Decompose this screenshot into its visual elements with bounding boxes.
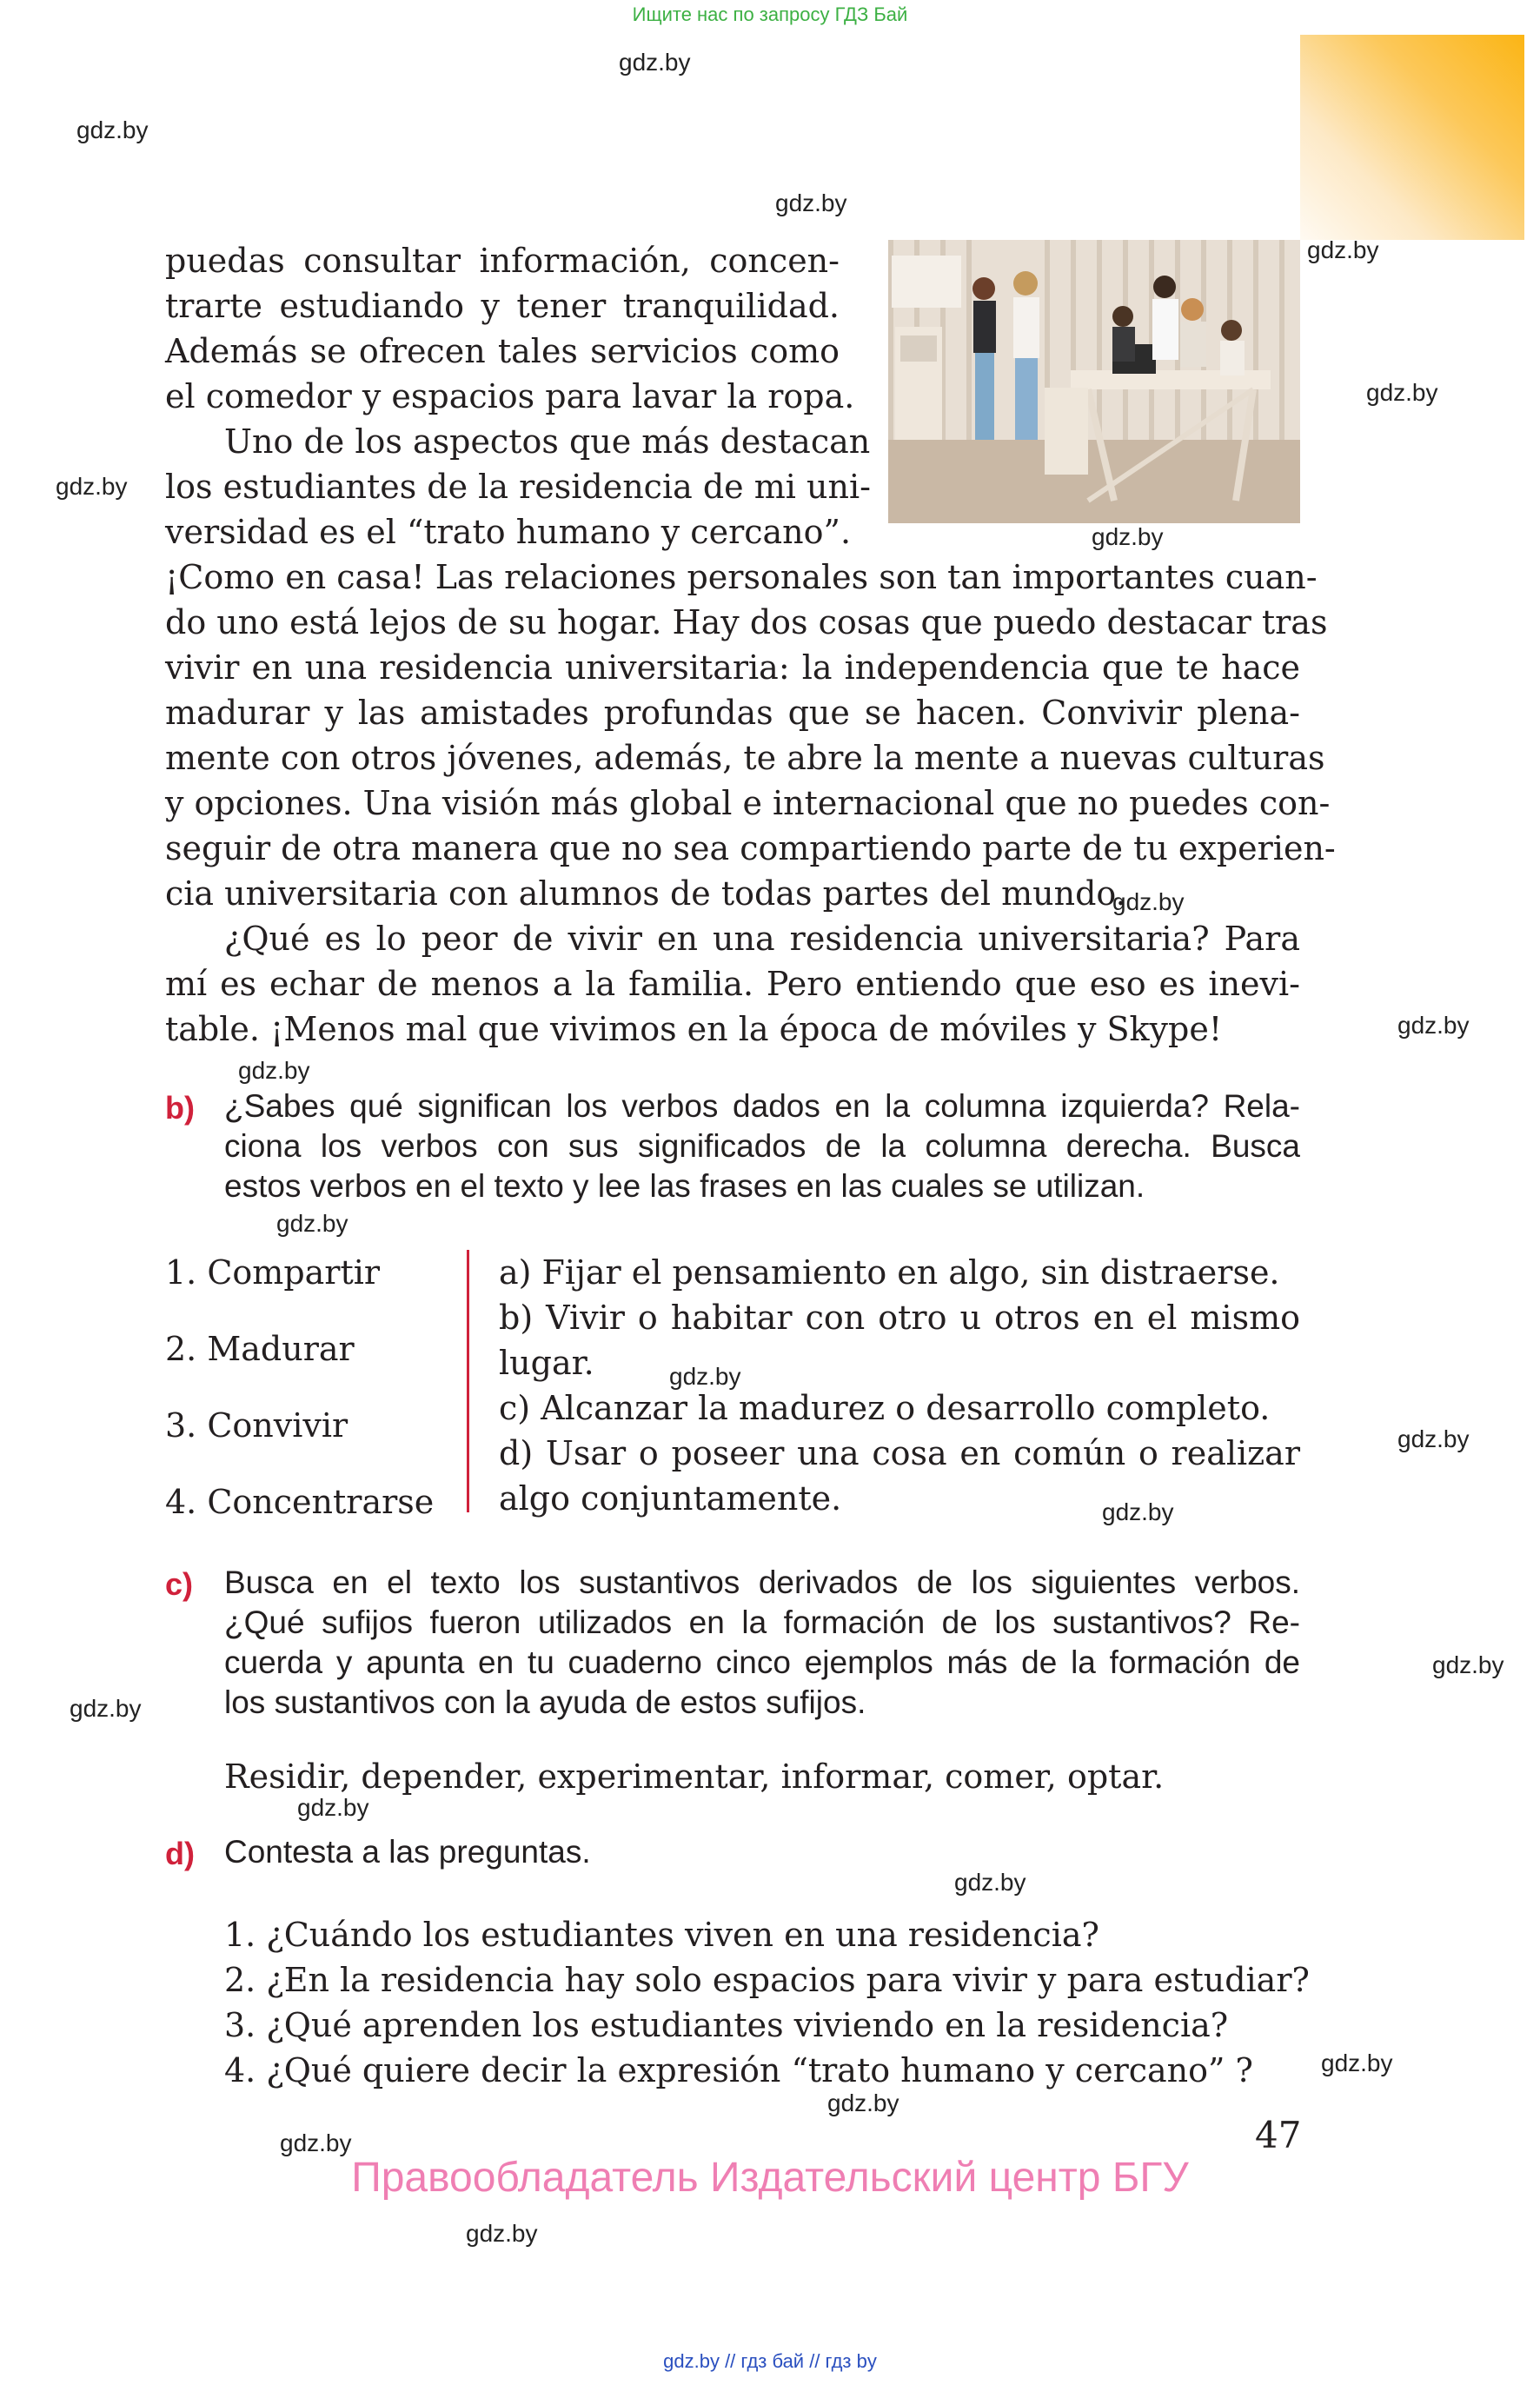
text-line: Uno de los aspectos que más destacan <box>224 422 871 461</box>
watermark: gdz.by <box>1321 2050 1393 2076</box>
text-line: ¿Qué es lo peor de vivir en una residencia universitaria? Para <box>224 920 1300 958</box>
meaning-item: lugar. <box>499 1344 594 1382</box>
meaning-item: d) Usar o poseer una cosa en común o realizar <box>499 1434 1300 1472</box>
text-line: el comedor y espacios para lavar la ropa. <box>165 377 855 415</box>
meaning-item: b) Vivir o habitar con otro u otros en el mismo <box>499 1299 1300 1337</box>
watermark: gdz.by <box>1397 1425 1470 1452</box>
header-note: Ищите нас по запросу ГДЗ Бай <box>632 3 908 25</box>
text-line: do uno está lejos de su hogar. Hay dos cosas que puedo destacar tras <box>165 603 1328 641</box>
column-divider <box>467 1250 469 1512</box>
students-photo <box>888 240 1300 523</box>
watermark: gdz.by <box>669 1363 741 1390</box>
task-c-text: cuerda y apunta en tu cuaderno cinco ejemplos más de la formación de <box>224 1644 1300 1680</box>
verb-item: 2. Madurar <box>165 1330 355 1368</box>
text-line: mente con otros jóvenes, además, te abre la mente a nuevas culturas <box>165 739 1325 777</box>
task-d-label: d) <box>165 1836 195 1871</box>
text-line: ¡Como en casa! Las relaciones personales son tan importantes cuan- <box>165 558 1318 596</box>
footer-links[interactable]: gdz.by // гдз бай // гдз by <box>663 2350 877 2372</box>
text-line: trarte estudiando y tener tranquilidad. <box>165 287 840 325</box>
verbs-line: Residir, depender, experimentar, informar, comer, optar. <box>224 1757 1165 1796</box>
question-item: 1. ¿Cuándo los estudiantes viven en una residencia? <box>224 1916 1099 1954</box>
text-line: table. ¡Menos mal que vivimos en la época de móviles y Skype! <box>165 1010 1223 1048</box>
task-c-text: los sustantivos con la ayuda de estos sufijos. <box>224 1684 866 1720</box>
task-b-text: ¿Sabes qué significan los verbos dados en la columna izquierda? Rela- <box>224 1088 1300 1124</box>
text-line: madurar y las amistades profundas que se hacen. Convivir plena- <box>165 694 1300 732</box>
corner-decoration <box>1300 35 1524 240</box>
task-c-label: c) <box>165 1566 194 1602</box>
watermark: gdz.by <box>1102 1498 1174 1525</box>
text-line: los estudiantes de la residencia de mi uni- <box>165 468 871 506</box>
watermark: gdz.by <box>1432 1651 1504 1678</box>
meaning-item: c) Alcanzar la madurez o desarrollo completo. <box>499 1389 1271 1427</box>
page-number: 47 <box>1255 2114 1302 2156</box>
watermark: gdz.by <box>1112 888 1185 915</box>
watermark: gdz.by <box>238 1057 310 1084</box>
watermark: gdz.by <box>297 1794 369 1821</box>
text-line: versidad es el “trato humano y cercano”. <box>165 513 852 551</box>
task-b-text: ciona los verbos con sus significados de la columna derecha. Busca <box>224 1128 1300 1164</box>
watermark: gdz.by <box>619 49 691 76</box>
task-c-text: Busca en el texto los sustantivos derivados de los siguientes verbos. <box>224 1565 1300 1600</box>
watermark: gdz.by <box>280 2129 352 2156</box>
students-photo-illustration <box>888 240 1300 523</box>
text-line: Además se ofrecen tales servicios como <box>165 332 840 370</box>
task-d-instruction: Contesta a las preguntas. <box>224 1834 591 1870</box>
watermark: gdz.by <box>775 189 847 216</box>
copyright-notice: Правообладатель Издательский центр БГУ <box>351 2155 1189 2201</box>
watermark: gdz.by <box>76 116 149 143</box>
watermark: gdz.by <box>56 473 128 500</box>
watermark: gdz.by <box>1366 379 1438 406</box>
text-line: cia universitaria con alumnos de todas partes del mundo. <box>165 874 1126 913</box>
task-b-text: estos verbos en el texto y lee las frases en las cuales se utilizan. <box>224 1168 1145 1204</box>
task-c-text: ¿Qué sufijos fueron utilizados en la formación de los sustantivos? Re- <box>224 1604 1300 1640</box>
watermark: gdz.by <box>954 1869 1026 1896</box>
meaning-item: a) Fijar el pensamiento en algo, sin distraerse. <box>499 1253 1280 1292</box>
watermark: gdz.by <box>466 2220 538 2247</box>
question-item: 4. ¿Qué quiere decir la expresión “trato humano y cercano” ? <box>224 2051 1253 2089</box>
text-line: seguir de otra manera que no sea compartiendo parte de tu experien- <box>165 829 1336 867</box>
watermark: gdz.by <box>1397 1012 1470 1039</box>
text-line: mí es echar de menos a la familia. Pero entiendo que eso es inevi- <box>165 965 1300 1003</box>
task-b-label: b) <box>165 1090 195 1126</box>
question-item: 3. ¿Qué aprenden los estudiantes viviendo en la residencia? <box>224 2006 1229 2044</box>
watermark: gdz.by <box>1307 236 1379 263</box>
meaning-item: algo conjuntamente. <box>499 1479 842 1518</box>
watermark: gdz.by <box>70 1695 142 1722</box>
verb-item: 1. Compartir <box>165 1253 381 1292</box>
text-line: y opciones. Una visión más global e internacional que no puedes con- <box>165 784 1331 822</box>
watermark: gdz.by <box>827 2089 899 2116</box>
text-line: puedas consultar información, concen- <box>165 242 840 280</box>
watermark: gdz.by <box>276 1210 348 1237</box>
question-item: 2. ¿En la residencia hay solo espacios para vivir y para estudiar? <box>224 1961 1310 1999</box>
watermark: gdz.by <box>1092 523 1164 550</box>
verb-item: 3. Convivir <box>165 1406 348 1445</box>
verb-item: 4. Concentrarse <box>165 1483 435 1521</box>
text-line: vivir en una residencia universitaria: la independencia que te hace <box>165 648 1300 687</box>
